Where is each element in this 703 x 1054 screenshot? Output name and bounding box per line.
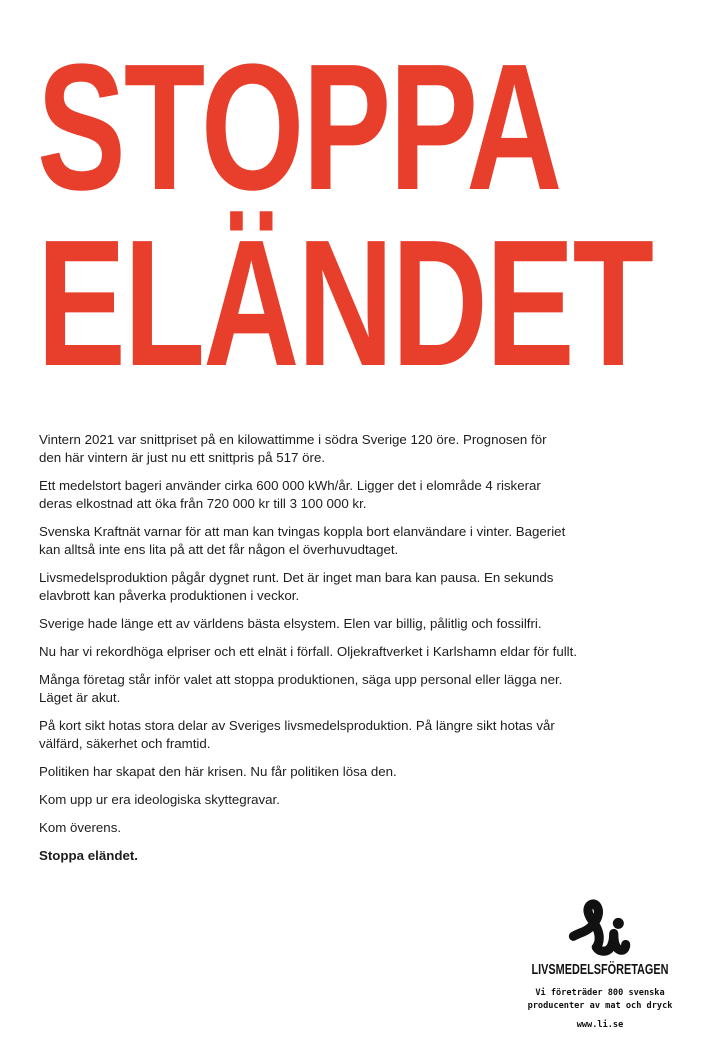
tagline-line-1: Vi företräder 800 svenska [535,988,665,998]
body-paragraph [39,791,579,809]
body-line: Många företag står inför valet att stoppa produktionen, säga upp personal eller lägga ner. [39,672,563,687]
body-paragraph [39,717,579,753]
body-line: Livsmedelsproduktion pågår dygnet runt. Det är inget man bara kan pausa. En sekunds [39,570,554,585]
body-line: Nu har vi rekordhöga elpriser och ett elnät i förfall. Oljekraftverket i Karlshamn eldar för fullt. [39,644,578,659]
body-line: Politiken har skapat den här krisen. Nu får politiken lösa den. [39,764,397,779]
body-paragraph [39,643,579,661]
body-paragraph [39,477,579,513]
body-line: elavbrott kan påverka produktionen i veckor. [39,588,300,603]
body-line: deras elkostnad att öka från 720 000 kr till 3 100 000 kr. [39,496,367,511]
body-line: Läget är akut. [39,690,121,705]
body-line: Ett medelstort bageri använder cirka 600 000 kWh/år. Ligger det i elområde 4 riskerar [39,478,541,493]
body-line: den här vintern är just nu ett snittpris på 517 öre. [39,450,326,465]
website-url: www.li.se [576,1020,624,1030]
body-paragraph [39,569,579,605]
body-paragraph [39,763,579,781]
body-paragraph [39,523,579,559]
body-line: Kom överens. [39,820,122,835]
body-line: På kort sikt hotas stora delar av Sveriges livsmedelsproduktion. På längre sikt hotas vår [39,718,555,733]
brand-name: LIVSMEDELSFÖRETAGEN [531,962,669,978]
body-paragraph [39,671,579,707]
body-line: Stoppa eländet. [39,848,138,863]
body-paragraph [39,847,579,865]
brand-tagline [500,987,700,1013]
body-line: kan alltså inte ens lita på att det får någon el överhuvudtaget. [39,542,399,557]
body-line: Kom upp ur era ideologiska skyttegravar. [39,792,280,807]
body-paragraph [39,431,579,467]
body-line: välfärd, säkerhet och framtid. [39,736,211,751]
body-line: Vintern 2021 var snittpriset på en kilowattimme i södra Sverige 120 öre. Prognosen för [39,432,547,447]
body-paragraph [39,819,579,837]
tagline-line-2: producenter av mat och dryck [527,1001,673,1011]
body-paragraph [39,615,579,633]
body-copy [39,431,579,875]
body-line: Svenska Kraftnät varnar för att man kan tvingas koppla bort elanvändare i vinter. Bageriet [39,524,566,539]
headline-line-2: ELÄNDET [37,203,653,404]
body-line: Sverige hade länge ett av världens bästa elsystem. Elen var billig, pålitlig och fossilfri. [39,616,542,631]
brand-block [500,896,700,1030]
headline-line-1: STOPPA [37,27,561,228]
li-script-monogram-icon [567,896,633,960]
